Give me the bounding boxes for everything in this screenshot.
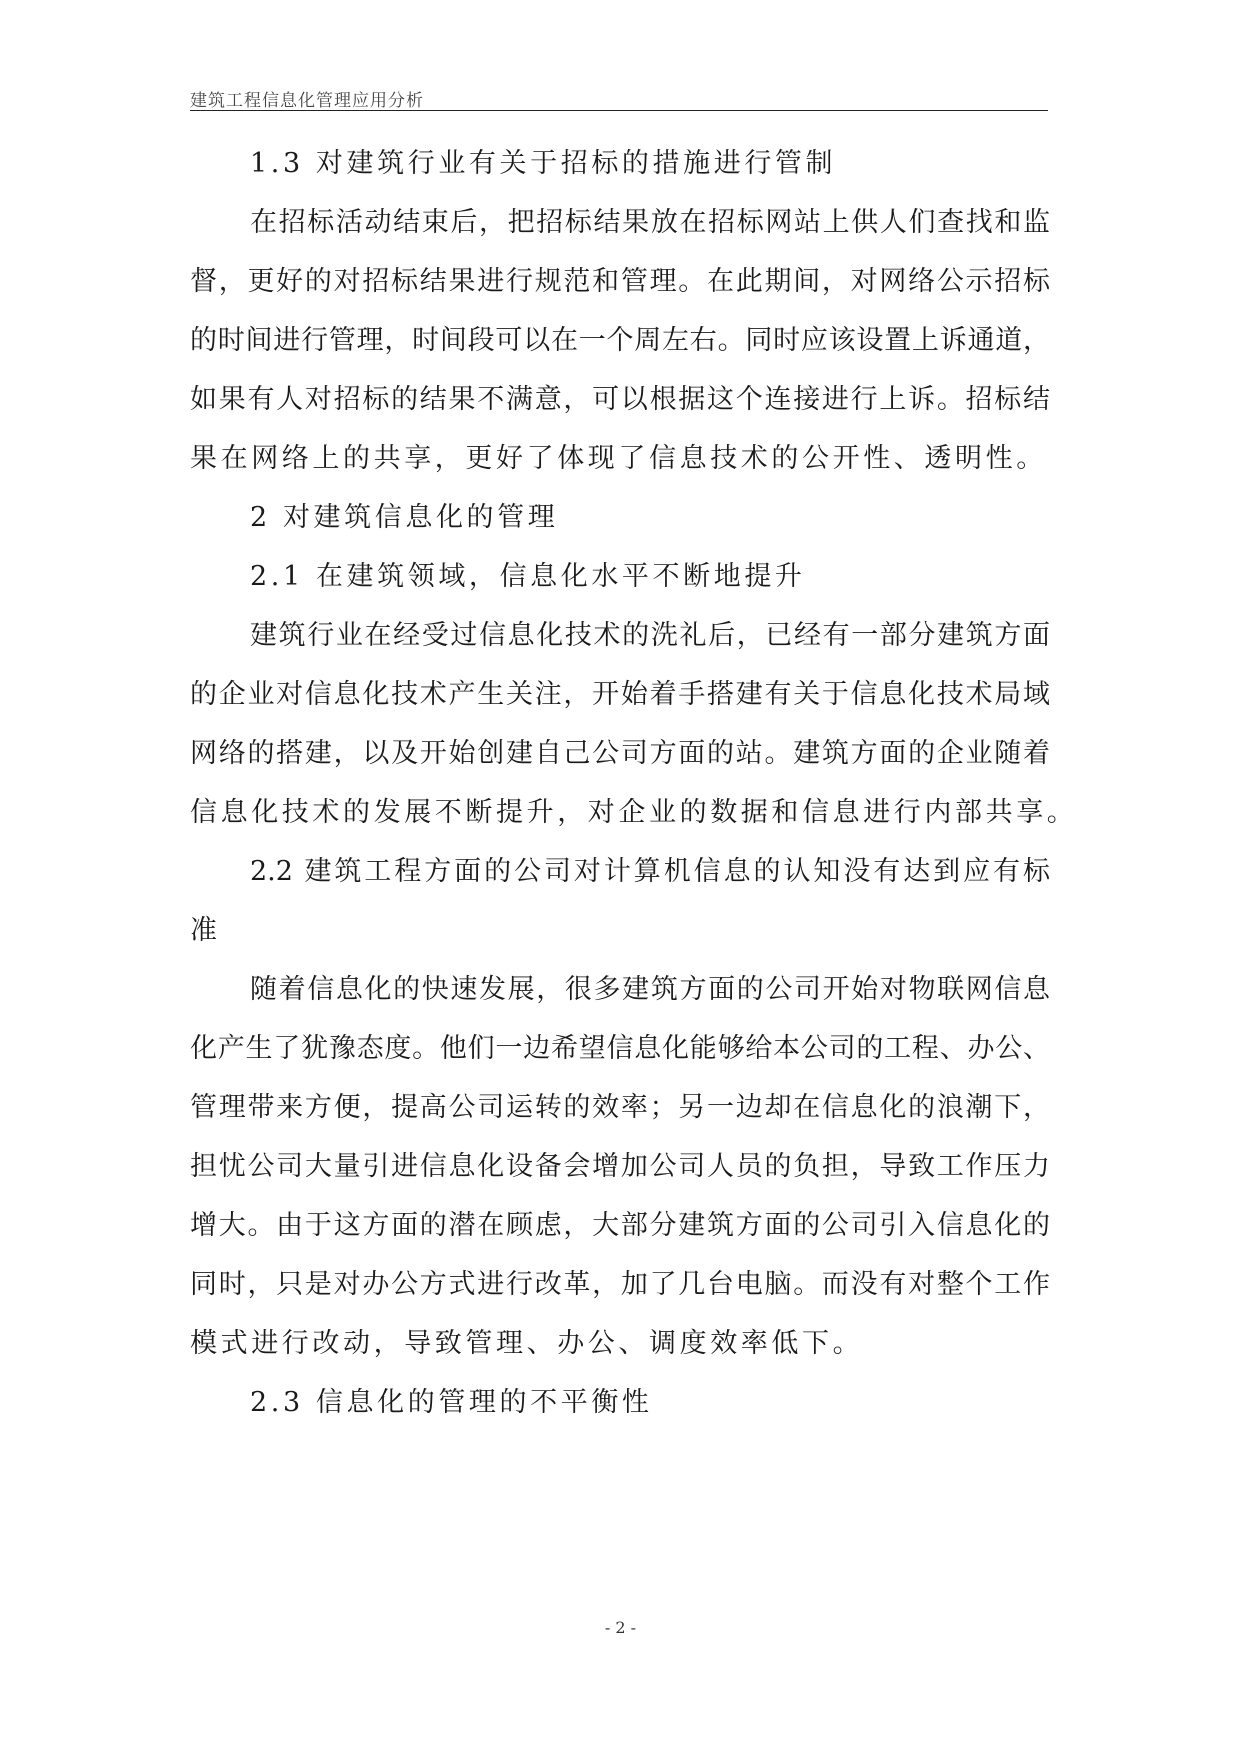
paragraph-line: 建筑行业在经受过信息化技术的洗礼后，已经有一部分建筑方面 [250,620,1050,651]
section-heading-2-1: 2.1 在建筑领域，信息化水平不断地提升 [250,561,806,592]
page-number: - 2 - [604,1618,637,1637]
paragraph-line: 的时间进行管理，时间段可以在一个周左右。同时应该设置上诉通道， [190,325,1050,356]
paragraph-line: 管理带来方便，提高公司运转的效率；另一边却在信息化的浪潮下， [190,1092,1050,1123]
paragraph-line: 信息化技术的发展不断提升，对企业的数据和信息进行内部共享。 [190,797,1078,828]
paragraph-line: 督，更好的对招标结果进行规范和管理。在此期间，对网络公示招标 [190,266,1050,297]
section-heading-2-2: 2.2 建筑工程方面的公司对计算机信息的认知没有达到应有标 [250,856,1050,887]
paragraph-line: 如果有人对招标的结果不满意，可以根据这个连接进行上诉。招标结 [190,384,1050,415]
paragraph-line: 化产生了犹豫态度。他们一边希望信息化能够给本公司的工程、办公、 [190,1033,1050,1064]
section-heading-2-2-continued: 准 [190,915,221,946]
section-heading-2: 2 对建筑信息化的管理 [250,502,559,533]
paragraph-line: 网络的搭建，以及开始创建自己公司方面的站。建筑方面的企业随着 [190,738,1050,769]
paragraph-line: 随着信息化的快速发展，很多建筑方面的公司开始对物联网信息 [250,974,1050,1005]
paragraph-line: 增大。由于这方面的潜在顾虑，大部分建筑方面的公司引入信息化的 [190,1210,1050,1241]
paragraph-line: 的企业对信息化技术产生关注，开始着手搭建有关于信息化技术局域 [190,679,1050,710]
paragraph-line: 担忧公司大量引进信息化设备会增加公司人员的负担，导致工作压力 [190,1151,1050,1182]
page-header [190,84,1048,111]
header-title: 建筑工程信息化管理应用分析 [190,91,424,111]
paragraph-line: 在招标活动结束后，把招标结果放在招标网站上供人们查找和监 [250,207,1050,238]
paragraph-line: 模式进行改动，导致管理、办公、调度效率低下。 [190,1328,864,1359]
paragraph-line: 同时，只是对办公方式进行改革，加了几台电脑。而没有对整个工作 [190,1269,1050,1300]
section-heading-1-3: 1.3 对建筑行业有关于招标的措施进行管制 [250,148,837,179]
section-heading-2-3: 2.3 信息化的管理的不平衡性 [250,1387,653,1418]
paragraph-line: 果在网络上的共享，更好了体现了信息技术的公开性、透明性。 [190,443,1047,474]
